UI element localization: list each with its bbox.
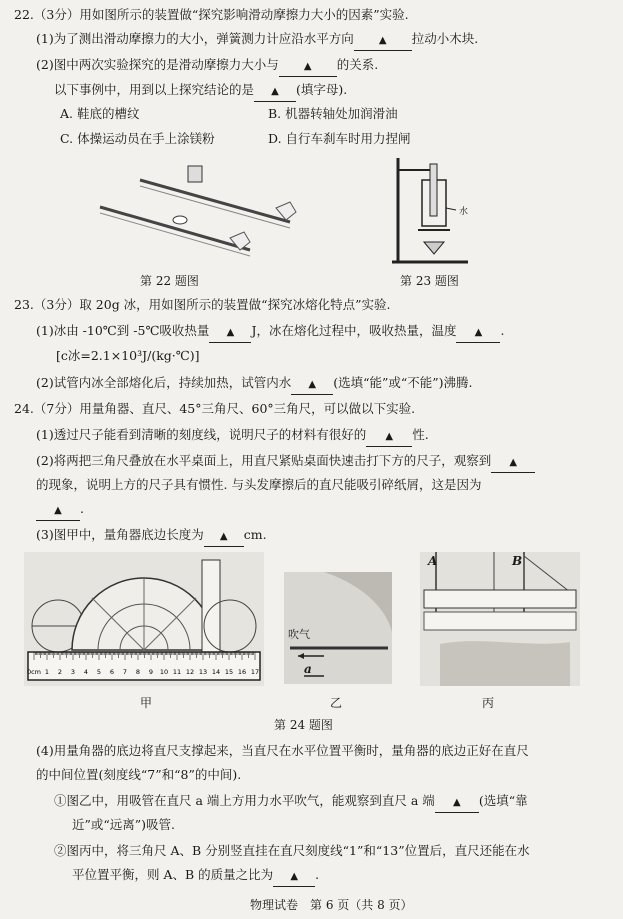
answer-blank[interactable]: ▲ — [279, 56, 337, 77]
ruler-tick-label: 15 — [224, 668, 234, 676]
q24-intro: 24.（7分）用量角器、直尺、45°三角尺、60°三角尺，可以做以下实验. — [14, 401, 416, 416]
figure-24-caption: 第 24 题图 — [274, 718, 333, 732]
triangle-b-label: B — [512, 554, 523, 568]
ruler-tick-label: 6 — [109, 668, 115, 676]
answer-blank[interactable]: ▲ — [209, 322, 251, 343]
figure-jia-label: 甲 — [140, 696, 153, 710]
answer-blank[interactable]: ▲ — [36, 500, 80, 521]
q23-part1: (1)冰由 -10℃到 -5℃吸收热量 ▲ J，冰在熔化过程中，吸收热量，温度 ▲ . — [36, 322, 504, 343]
q22-part3: 以下事例中，用到以上探究结论的是 ▲ (填字母). — [54, 81, 347, 102]
ruler-tick-label: 8 — [135, 668, 141, 676]
q24-part3: (3)图甲中，量角器底边长度为 ▲ cm. — [36, 526, 267, 547]
answer-blank[interactable]: ▲ — [291, 374, 333, 395]
q24-sub1-line2: 近”或“远离”)吸管. — [72, 817, 176, 832]
triangle-a-label: A — [428, 554, 438, 568]
q24-part2-line2: 的现象，说明上方的尺子具有惯性. 与头发摩擦后的直尺能吸引碎纸屑，这是因为 — [36, 477, 482, 492]
q23-formula: [c冰=2.1×10³J/(kg·℃)] — [56, 348, 200, 363]
ruler-tick-label: 10 — [159, 668, 169, 676]
figure-jia-protractor-ruler — [24, 552, 264, 686]
q22-part1: (1)为了测出滑动摩擦力的大小，弹簧测力计应沿水平方向 ▲ 拉动小木块. — [36, 30, 478, 51]
q24-sub2-line1: ②图丙中，将三角尺 A、B 分别竖直挂在直尺刻度线“1”和“13”位置后，直尺还能在水 — [54, 843, 530, 858]
figure-23-caption: 第 23 题图 — [400, 274, 459, 288]
ruler-tick-label: 7 — [122, 668, 128, 676]
figure-22-caption: 第 22 题图 — [140, 274, 199, 288]
q24-part4-line1: (4)用量角器的底边将直尺支撑起来，当直尺在水平位置平衡时，量角器的底边正好在直尺 — [36, 743, 529, 758]
answer-blank[interactable]: ▲ — [354, 30, 412, 51]
ruler-tick-label: 3 — [70, 668, 76, 676]
answer-blank[interactable]: ▲ — [273, 866, 315, 887]
q22-intro: 22.（3分）用如图所示的装置做“探究影响滑动摩擦力大小的因素”实验. — [14, 7, 409, 22]
option-d: D. 自行车刹车时用力捏闸 — [268, 131, 411, 146]
q24-sub2-line2: 平位置平衡，则 A、B 的质量之比为 ▲ . — [72, 866, 319, 887]
ruler-tick-label: 5 — [96, 668, 102, 676]
q24-part1: (1)透过尺子能看到清晰的刻度线，说明尺子的材料有很好的 ▲ 性. — [36, 426, 429, 447]
figure-22-friction-setup — [80, 152, 300, 262]
ruler-tick-label: 0cm — [26, 668, 42, 676]
q24-part2-line1: (2)将两把三角尺叠放在水平桌面上，用直尺紧贴桌面快速击打下方的尺子，观察到 ▲ — [36, 452, 535, 473]
option-a: A. 鞋底的槽纹 — [60, 106, 140, 121]
page-footer: 物理试卷 第 6 页（共 8 页） — [250, 898, 413, 912]
answer-blank[interactable]: ▲ — [366, 426, 412, 447]
ruler-tick-label: 12 — [185, 668, 195, 676]
q23-intro: 23.（3分）取 20g 冰，用如图所示的装置做“探究冰熔化特点”实验. — [14, 297, 391, 312]
figure-bing-hanging-triangles — [420, 552, 580, 686]
answer-blank[interactable]: ▲ — [491, 452, 535, 473]
label-water: 水 — [459, 207, 469, 217]
figure-bing-label: 丙 — [482, 696, 495, 710]
ruler-tick-label: 16 — [237, 668, 247, 676]
q24-sub1-line1: ①图乙中，用吸管在直尺 a 端上方用力水平吹气，能观察到直尺 a 端 ▲ (选填“靠 — [54, 792, 528, 813]
ruler-tick-label: 11 — [172, 668, 182, 676]
ruler-tick-label: 17 — [250, 668, 260, 676]
option-b: B. 机器转轴处加润滑油 — [268, 106, 398, 121]
ruler-tick-label: 14 — [211, 668, 221, 676]
answer-blank[interactable]: ▲ — [204, 526, 244, 547]
ruler-tick-label: 4 — [83, 668, 89, 676]
figure-yi-label: 乙 — [330, 696, 343, 710]
blow-label: 吹气 — [288, 628, 310, 641]
q23-part2: (2)试管内冰全部熔化后，持续加热，试管内水 ▲ (选填“能”或“不能”)沸腾. — [36, 374, 473, 395]
end-a-label: a — [304, 662, 312, 676]
option-c: C. 体操运动员在手上涂镁粉 — [60, 131, 215, 146]
answer-blank[interactable]: ▲ — [456, 322, 500, 343]
answer-blank[interactable]: ▲ — [435, 792, 479, 813]
answer-blank[interactable]: ▲ — [254, 81, 296, 102]
q24-part4-line2: 的中间位置(刻度线“7”和“8”的中间). — [36, 767, 242, 782]
ruler-tick-label: 1 — [44, 668, 50, 676]
q22-part2: (2)图中两次实验探究的是滑动摩擦力大小与 ▲ 的关系. — [36, 56, 378, 77]
ruler-tick-label: 9 — [148, 668, 154, 676]
ruler-tick-label: 2 — [57, 668, 63, 676]
ruler-tick-label: 13 — [198, 668, 208, 676]
q24-part2-line3: ▲ . — [36, 500, 84, 521]
